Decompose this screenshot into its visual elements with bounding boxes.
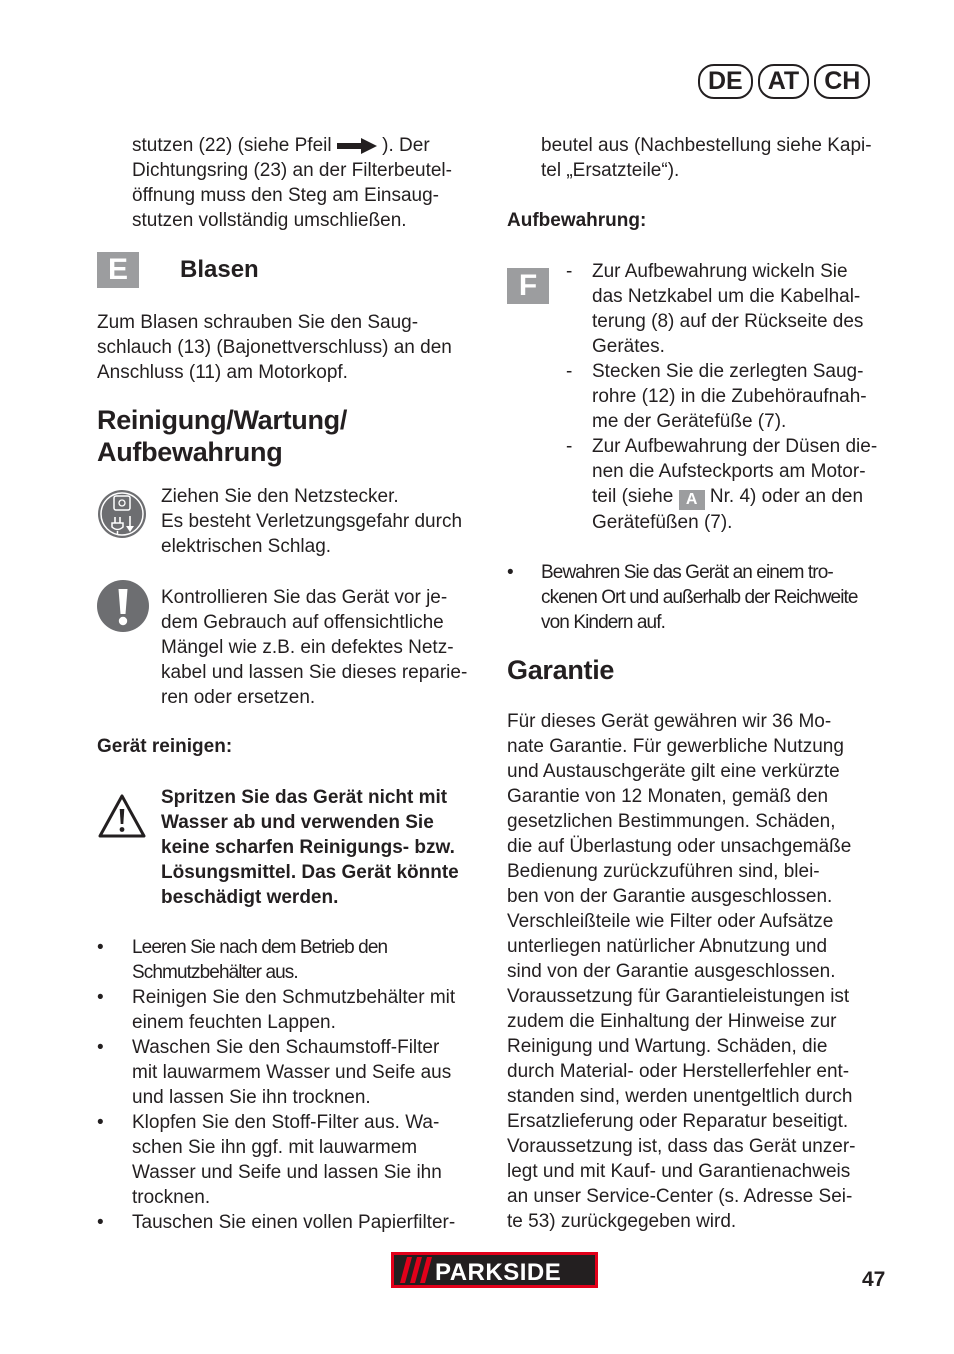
intro-line-3: öffnung muss den Steg am Einsaug-: [132, 185, 440, 206]
intro-line-1: stutzen (22) (siehe Pfeil ). Der: [132, 135, 430, 156]
bullet-symbol: •: [97, 987, 104, 1008]
section-e-paragraph: Zum Blasen schrauben Sie den Saug- schlauch (13) (Bajonettverschluss) an den Anschluss (11) am Motorkopf.: [97, 312, 452, 383]
exclamation-icon: [97, 580, 149, 632]
unplug-icon: [97, 488, 147, 540]
warranty-title: Garantie: [507, 655, 615, 685]
bullet-symbol: •: [97, 937, 104, 958]
note-unplug: Ziehen Sie den Netzstecker. Es besteht Verletzungsgefahr durch elektrischen Schlag.: [161, 486, 463, 557]
note-check: Kontrollieren Sie das Gerät vor je- dem Gebrauch auf offensichtliche Mängel wie z.B. ein defektes Netz- kabel und lassen Sie dieses reparie- ren oder ersetzen.: [161, 587, 468, 708]
bullet-symbol: •: [507, 562, 514, 583]
dash-symbol: -: [566, 361, 573, 382]
right-intro-paragraph: beutel aus (Nachbestellung siehe Kapi- tel „Ersatzteile“).: [541, 135, 872, 181]
clean-heading: Gerät reinigen:: [97, 736, 233, 757]
parkside-logo-text: PARKSIDE: [435, 1259, 562, 1286]
warning-text: Spritzen Sie das Gerät nicht mit Wasser ab und verwenden Sie keine scharfen Reinigungs- bzw. Lösungsmittel. Das Gerät könnte beschädigt werden.: [161, 787, 459, 908]
arrow-right-icon: [337, 138, 377, 154]
country-badge-de: DE: [698, 64, 753, 99]
dash-symbol: -: [566, 261, 573, 282]
country-badge-at: AT: [758, 64, 809, 99]
maintenance-title: Reinigung/Wartung/ Aufbewahrung: [97, 405, 348, 467]
list-item: - Zur Aufbewahrung der Düsen die- nen die Aufsteckports am Motor- teil (siehe A Nr. 4) oder an den Gerätefüßen (7).: [566, 436, 878, 533]
warranty-paragraph: Für dieses Gerät gewähren wir 36 Mo- nate Garantie. Für gewerbliche Nutzung und Austauschgeräte gilt eine verkürzte Garantie von 12 Monaten, gemäß den gesetzlichen Bestimmungen. Schäden, die auf Überlastung oder unsachgemäße Bedienung zurückzuführen sind, blei- ben von der Garantie ausgeschlossen. Verschleißteile wie Filter oder Aufsätze unterliegen natürlicher Abnutzung und sind von der Garantie ausgeschlossen. Voraussetzung für Garantieleistungen ist zudem die Einhaltung der Hinweise zur Reinigung und Wartung. Schäden, die durch Material- oder Herstellerfehler ent- standen sind, werden unentgeltlich durch Ersatzlieferung oder Reparatur beseitigt. Voraussetzung ist, dass das Gerät unzer- legt und mit Kauf- und Garantienachweis an unser Service-Center (s. Adresse Sei- te 53) zurückgegeben wird.: [507, 711, 856, 1232]
bullet-symbol: •: [97, 1212, 104, 1233]
storage-heading: Aufbewahrung:: [507, 210, 647, 231]
storage-bullet: • Bewahren Sie das Gerät an einem tro- ckenen Ort und außerhalb der Reichweite von Kindern auf.: [507, 562, 858, 633]
list-item: - Zur Aufbewahrung wickeln Sie das Netzkabel um die Kabelhal- terung (8) auf der Rückseite des Gerätes.: [566, 261, 864, 357]
page-number: 47: [862, 1268, 886, 1291]
country-badges: [698, 64, 870, 99]
list-item: - Stecken Sie die zerlegten Saug- rohre (12) in die Zubehöraufnah- me der Gerätefüße (7).: [566, 361, 867, 432]
figure-a-marker: A: [679, 490, 705, 510]
intro-line-2: Dichtungsring (23) an der Filterbeutel-: [132, 160, 452, 181]
parkside-logo: [391, 1252, 598, 1288]
section-e-title: Blasen: [180, 256, 259, 283]
list-item: • Leeren Sie nach dem Betrieb den Schmutzbehälter aus.: [97, 937, 388, 983]
section-f-marker: F: [507, 268, 549, 304]
cleaning-bullet-list: [97, 935, 487, 1235]
list-item: • Reinigen Sie den Schmutzbehälter mit einem feuchten Lappen.: [97, 987, 456, 1033]
storage-dash-list: [566, 259, 896, 539]
figure-reference-line: teil (siehe A Nr. 4) oder an den: [592, 486, 864, 508]
dash-symbol: -: [566, 436, 573, 457]
list-item: • Waschen Sie den Schaumstoff-Filter mit lauwarmem Wasser und Seife aus und lassen Sie ihn trocknen.: [97, 1037, 452, 1108]
left-intro-paragraph: [132, 133, 452, 233]
intro-line-4: stutzen vollständig umschließen.: [132, 210, 407, 231]
section-e-marker: E: [97, 252, 139, 288]
country-badge-ch: CH: [814, 64, 870, 99]
warning-triangle-icon: [97, 793, 147, 839]
list-item: • Klopfen Sie den Stoff-Filter aus. Wa- schen Sie ihn ggf. mit lauwarmem Wasser und Seife und lassen Sie ihn trocknen.: [97, 1112, 442, 1208]
list-item: • Tauschen Sie einen vollen Papierfilter-: [97, 1212, 456, 1233]
bullet-symbol: •: [97, 1112, 104, 1133]
bullet-symbol: •: [97, 1037, 104, 1058]
